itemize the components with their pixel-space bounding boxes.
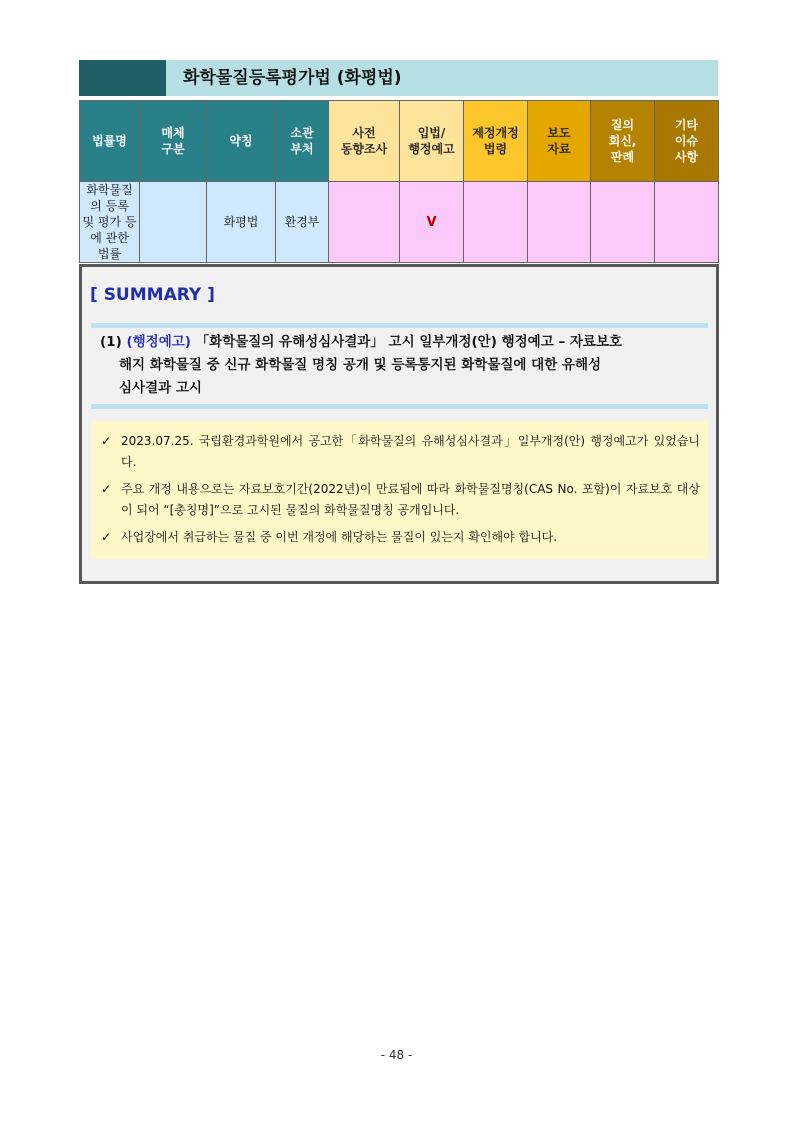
header-qa-rulings: 질의 회신, 판례: [591, 101, 655, 182]
header-media: 매체 구분: [140, 101, 207, 182]
cell-legislative-notice: [400, 182, 464, 263]
cell-press: [528, 182, 591, 263]
item-line-1-text: 「화학물질의 유해성심사결과」 고시 일부개정(안) 행정예고 – 자료보호: [195, 334, 623, 350]
list-item: ✓ 사업장에서 취급하는 물질 중 이번 개정에 해당하는 물질이 있는지 확인해야 합니다.: [99, 527, 700, 548]
header-abbr: 약칭: [207, 101, 276, 182]
summary-item: [100, 331, 703, 400]
list-item: ✓ 2023.07.25. 국립환경과학원에서 공고한「화학물질의 유해성심사결과」일부개정(안) 행정예고가 있었습니다.: [99, 431, 700, 473]
law-info-table: [79, 100, 719, 263]
check-icon: ✓: [101, 530, 112, 544]
cell-media: [140, 182, 207, 263]
table-header-row: [80, 101, 719, 182]
cell-qa: [591, 182, 655, 263]
header-pre-survey: 사전 동향조사: [329, 101, 400, 182]
page-number: - 48 -: [380, 1048, 413, 1062]
cell-other: [655, 182, 719, 263]
cell-ministry: 환경부: [276, 182, 329, 263]
summary-divider-top: [91, 323, 708, 328]
banner-accent-block: [79, 60, 166, 96]
header-ministry: 소관 부처: [276, 101, 329, 182]
header-legislative-notice: 입법/ 행정예고: [400, 101, 464, 182]
item-tag: (행정예고): [126, 334, 191, 350]
summary-item-line-3: 심사결과 고시: [119, 380, 202, 396]
table-row: [80, 182, 719, 263]
summary-heading: [ SUMMARY ]: [90, 285, 215, 305]
item-number: (1): [100, 334, 122, 350]
title-banner: [79, 60, 718, 96]
summary-notes: [91, 421, 708, 559]
cell-pre-survey: [329, 182, 400, 263]
header-press-release: 보도 자료: [528, 101, 591, 182]
check-icon: ✓: [101, 434, 112, 448]
header-other-issues: 기타 이슈 사항: [655, 101, 719, 182]
cell-abbr: 화평법: [207, 182, 276, 263]
check-mark: V: [426, 214, 437, 230]
summary-box: [79, 264, 719, 584]
summary-item-line-1: [100, 331, 703, 354]
cell-law-name: 화학물질의 등록 및 평가 등에 관한 법률: [80, 182, 140, 263]
summary-divider-bottom: [91, 404, 708, 409]
cell-enacted: [464, 182, 528, 263]
summary-item-line-2: 해지 화학물질 중 신규 화학물질 명칭 공개 및 등록통지된 화학물질에 대한 유해성: [119, 357, 602, 373]
check-icon: ✓: [101, 482, 112, 496]
header-enacted-laws: 제정개정 법령: [464, 101, 528, 182]
header-law-name: 법률명: [80, 101, 140, 182]
list-item: ✓ 주요 개정 내용으로는 자료보호기간(2022년)이 만료됨에 따라 화학물질명칭(CAS No. 포함)이 자료보호 대상이 되어 “[총칭명]”으로 고시된 물질의 화학물질명칭 공개입니다.: [99, 479, 700, 521]
page-title: 화학물질등록평가법 (화평법): [183, 68, 402, 88]
